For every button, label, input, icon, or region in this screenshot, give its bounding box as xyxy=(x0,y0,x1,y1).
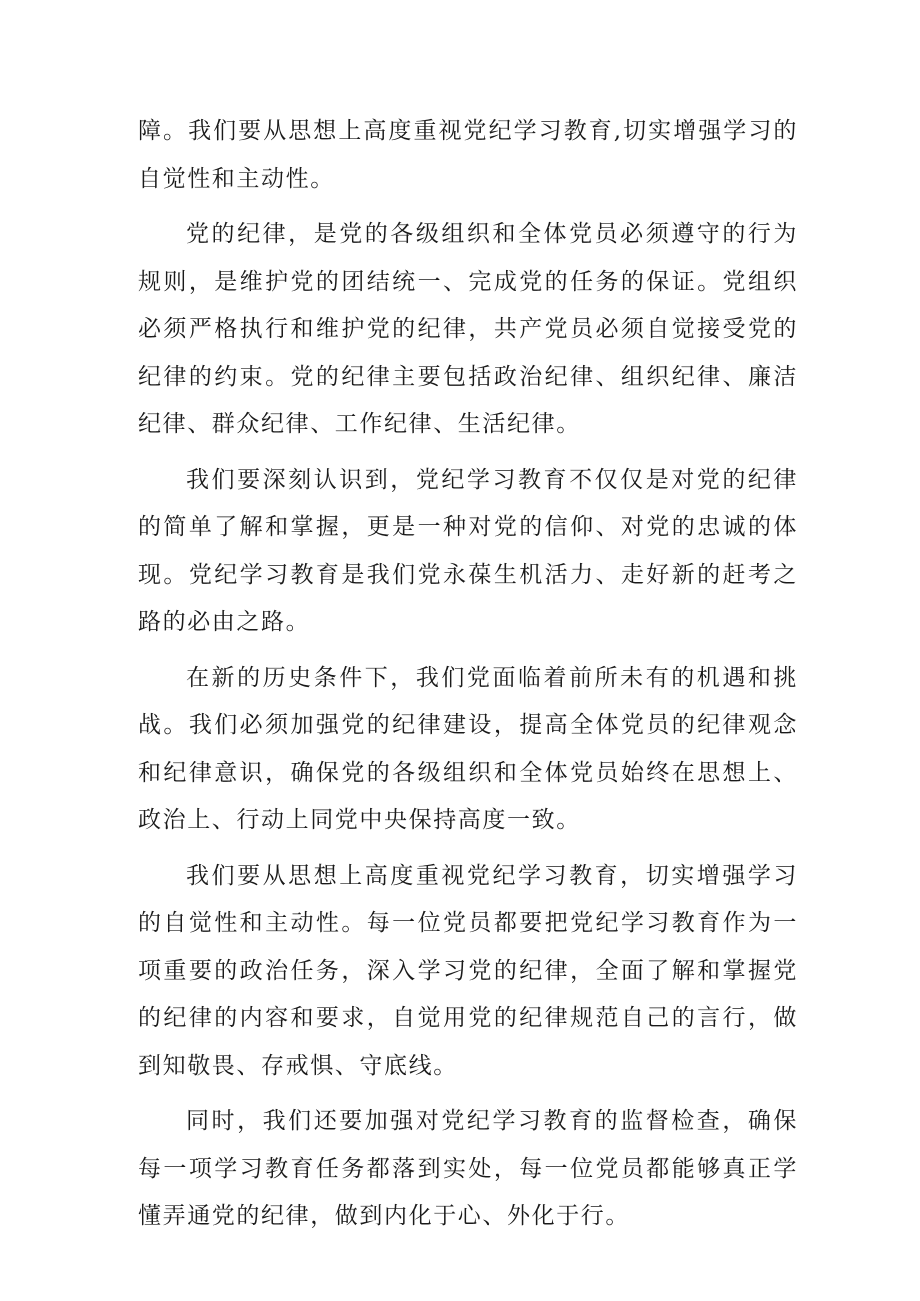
paragraph-party-discipline-definition: 党的纪律，是党的各级组织和全体党员必须遵守的行为规则，是维护党的团结统一、完成党的任务的保证。党组织必须严格执行和维护党的纪律，共产党员必须自觉接受党的纪律的约束。党的纪律主要包括政治纪律、组织纪律、廉洁纪律、群众纪律、工作纪律、生活纪律。 xyxy=(138,221,798,437)
paragraph-attach-importance: 我们要从思想上高度重视党纪学习教育，切实增强学习的自觉性和主动性。每一位党员都要把党纪学习教育作为一项重要的政治任务，深入学习党的纪律，全面了解和掌握党的纪律的内容和要求，自觉用党的纪律规范自己的言行，做到知敬畏、存戒惧、守底线。 xyxy=(138,862,798,1079)
paragraph-supervision: 同时，我们还要加强对党纪学习教育的监督检查，确保每一项学习教育任务都落到实处，每一位党员都能够真正学懂弄通党的纪律，做到内化于心、外化于行。 xyxy=(138,1108,798,1229)
document-body xyxy=(138,108,798,1249)
paragraph-deep-understanding: 我们要深刻认识到，党纪学习教育不仅仅是对党的纪律的简单了解和掌握，更是一种对党的信仰、对党的忠诚的体现。党纪学习教育是我们党永葆生机活力、走好新的赶考之路的必由之路。 xyxy=(138,466,798,635)
paragraph-continuation: 障。我们要从思想上高度重视党纪学习教育,切实增强学习的自觉性和主动性。 xyxy=(138,118,798,192)
paragraph-new-conditions: 在新的历史条件下，我们党面临着前所未有的机遇和挑战。我们必须加强党的纪律建设，提高全体党员的纪律观念和纪律意识，确保党的各级组织和全体党员始终在思想上、政治上、行动上同党中央保持高度一致。 xyxy=(138,664,798,833)
